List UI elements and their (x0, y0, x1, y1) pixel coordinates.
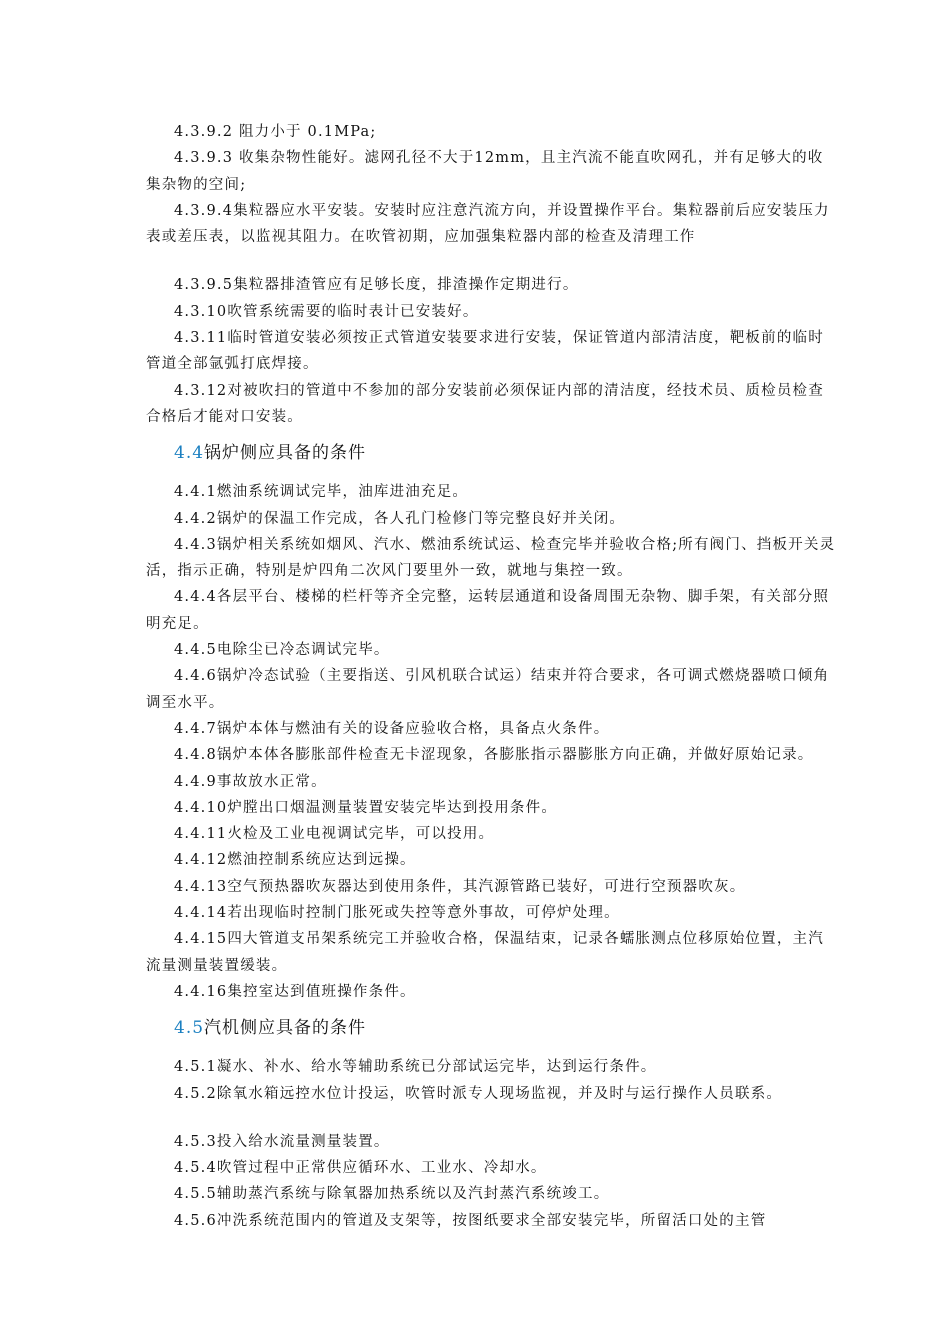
section-heading (146, 440, 836, 466)
blank-line (146, 250, 836, 272)
clause-paragraph: 4.4.5电除尘已冷态调试完毕。 (174, 642, 390, 659)
clause-paragraph: 4.4.2锅炉的保温工作完成，各人孔门检修门等完整良好并关闭。 (174, 510, 626, 527)
blank-line (146, 1107, 836, 1129)
section-title: 汽机侧应具备的条件 (204, 1018, 367, 1039)
section-title: 锅炉侧应具备的条件 (204, 443, 367, 464)
clause-paragraph: 4.5.6冲洗系统范围内的管道及支架等，按图纸要求全部安装完毕，所留活口处的主管 (174, 1212, 767, 1229)
clause-paragraph: 4.5.1凝水、补水、给水等辅助系统已分部试运完毕，达到运行条件。 (174, 1059, 657, 1076)
clause-paragraph: 4.3.11临时管道安装必须按正式管道安装要求进行安装，保证管道内部清洁度，靶板前的临时管道全部氩弧打底焊接。 (146, 330, 824, 373)
clause-paragraph: 4.4.4各层平台、楼梯的栏杆等齐全完整，运转层通道和设备周围无杂物、脚手架，有关部分照明充足。 (146, 589, 830, 632)
clause-paragraph: 4.4.14若出现临时控制门胀死或失控等意外事故，可停炉处理。 (174, 905, 620, 922)
clause-paragraph: 4.3.9.4集粒器应水平安装。安装时应注意汽流方向，并设置操作平台。集粒器前后应安装压力表或差压表，以监视其阻力。在吹管初期，应加强集粒器内部的检查及清理工作 (146, 202, 830, 246)
clause-paragraph: 4.4.13空气预热器吹灰器达到使用条件，其汽源管路已装好，可进行空预器吹灰。 (174, 878, 746, 895)
clause-paragraph: 4.3.12对被吹扫的管道中不参加的部分安装前必须保证内部的清洁度，经技术员、质检员检查合格后才能对口安装。 (146, 382, 824, 425)
clause-paragraph: 4.4.15四大管道支吊架系统完工并验收合格，保温结束，记录各蠕胀测点位移原始位置，主汽流量测量装置缓装。 (146, 931, 824, 974)
clause-paragraph: 4.5.4吹管过程中正常供应循环水、工业水、冷却水。 (174, 1160, 547, 1177)
clause-paragraph: 4.5.3投入给水流量测量装置。 (174, 1133, 390, 1150)
clause-paragraph: 4.4.6锅炉冷态试验（主要指送、引风机联合试运）结束并符合要求，各可调式燃烧器喷口倾角调至水平。 (146, 668, 830, 711)
clause-paragraph: 4.3.10吹管系统需要的临时表计已安装好。 (174, 303, 479, 320)
clause-paragraph: 4.5.2除氧水箱远控水位计投运，吹管时派专人现场监视，并及时与运行操作人员联系。 (174, 1085, 783, 1102)
clause-paragraph: 4.5.5辅助蒸汽系统与除氧器加热系统以及汽封蒸汽系统竣工。 (174, 1186, 610, 1203)
clause-paragraph: 4.4.3锅炉相关系统如烟风、汽水、燃油系统试运、检查完毕并验收合格;所有阀门、挡板开关灵活，指示正确，特别是炉四角二次风门要里外一致，就地与集控一致。 (146, 536, 836, 580)
clause-paragraph: 4.4.11火检及工业电视调试完毕，可以投用。 (174, 826, 495, 843)
clause-paragraph: 4.3.9.2 阻力小于 0.1MPa; (174, 124, 377, 140)
section-number: 4.4 (174, 443, 205, 464)
section-number: 4.5 (174, 1018, 205, 1039)
section-heading (146, 1015, 836, 1041)
document-body (146, 119, 836, 1234)
clause-paragraph: 4.4.16集控室达到值班操作条件。 (174, 983, 416, 1000)
clause-paragraph: 4.4.8锅炉本体各膨胀部件检查无卡涩现象，各膨胀指示器膨胀方向正确，并做好原始记录。 (174, 747, 814, 764)
clause-paragraph: 4.4.1燃油系统调试完毕，油库进油充足。 (174, 484, 469, 501)
clause-paragraph: 4.4.9事故放水正常。 (174, 773, 327, 790)
clause-paragraph: 4.4.12燃油控制系统应达到远操。 (174, 852, 416, 869)
clause-paragraph: 4.4.10炉膛出口烟温测量装置安装完毕达到投用条件。 (174, 799, 558, 816)
clause-paragraph: 4.3.9.3 收集杂物性能好。滤网孔径不大于12mm，且主汽流不能直吹网孔，并有足够大的收集杂物的空间; (146, 150, 824, 193)
clause-paragraph: 4.4.7锅炉本体与燃油有关的设备应验收合格，具备点火条件。 (174, 720, 610, 737)
clause-paragraph: 4.3.9.5集粒器排渣管应有足够长度，排渣操作定期进行。 (174, 277, 579, 294)
